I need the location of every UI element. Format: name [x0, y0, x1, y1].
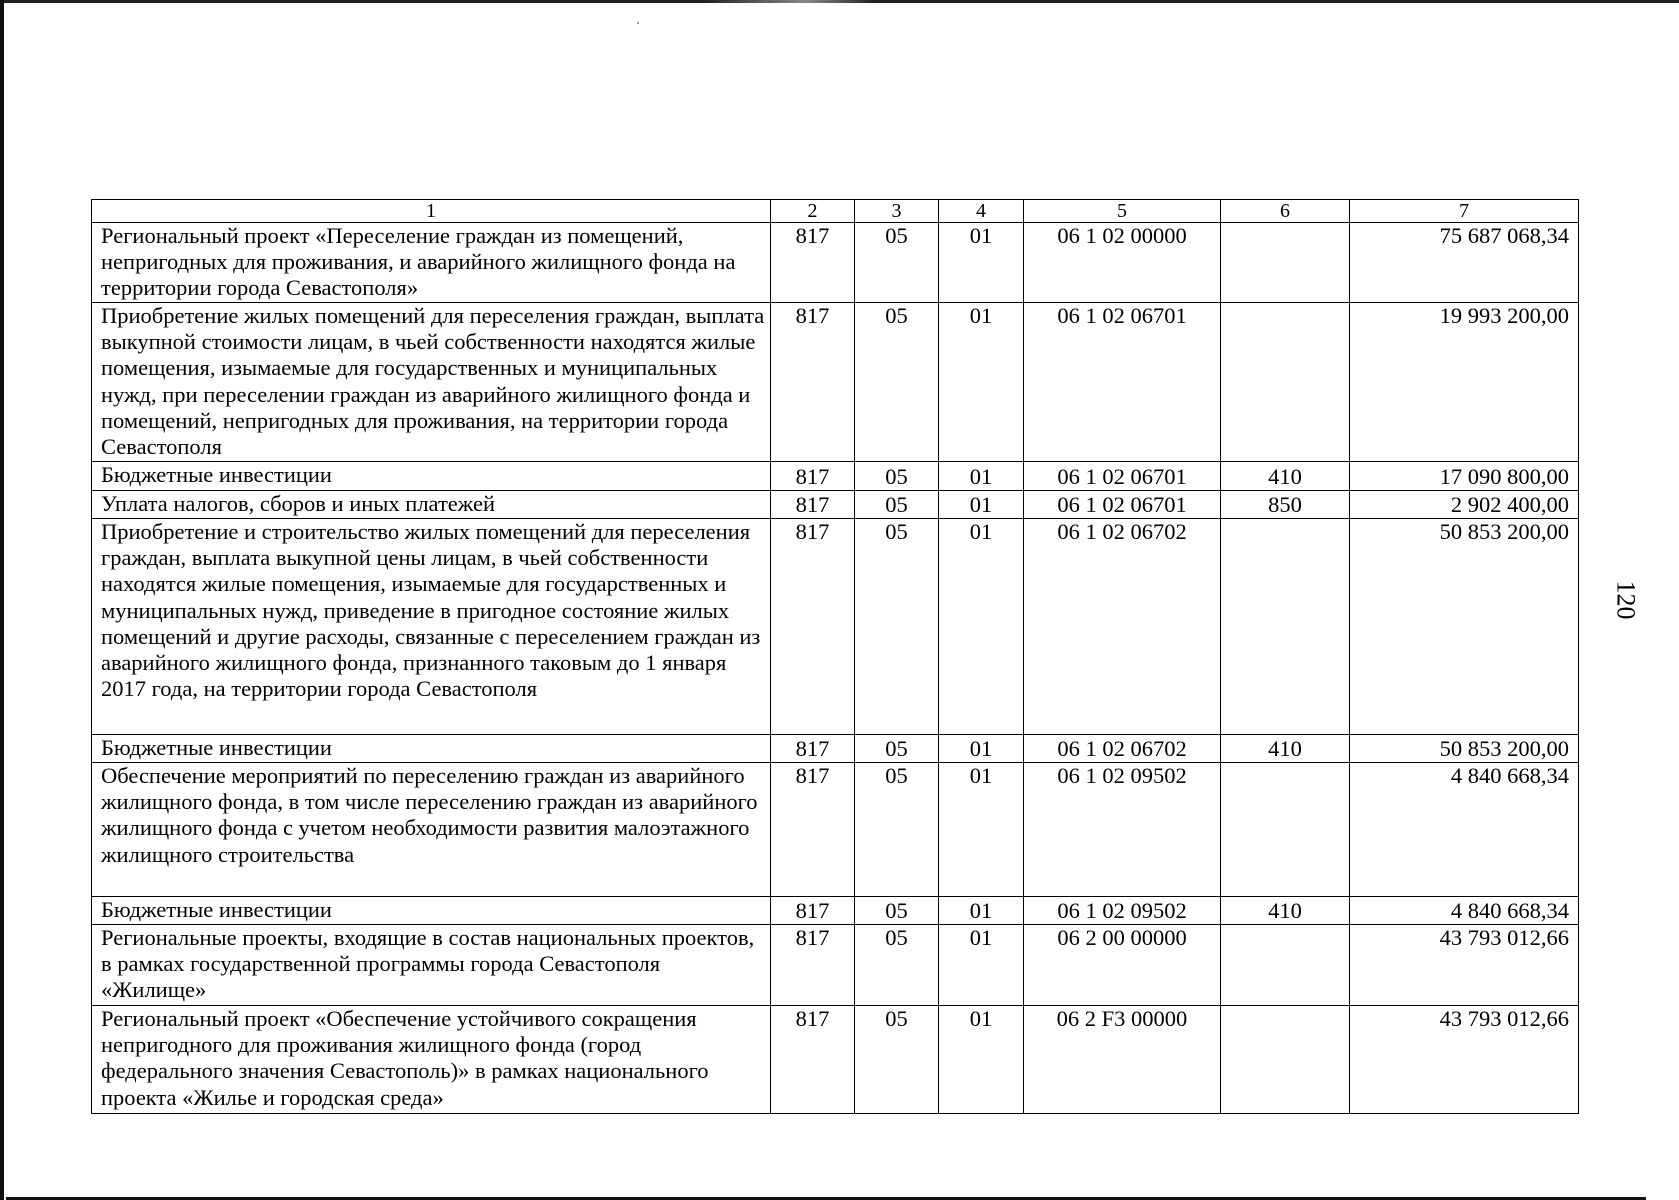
row-vr [1221, 763, 1350, 897]
row-vr: 410 [1221, 735, 1350, 763]
row-vedomstvo: 817 [771, 1006, 855, 1114]
row-podrazdel: 01 [939, 462, 1024, 491]
row-name: Приобретение жилых помещений для переселения граждан, выплата выкупной стоимости лицам, в чьей собственности находятся жилые помещения, изымаемые для государственных и муниципальных нужд, при переселении граждан из аварийного жилищного фонда и помещений, непригодных для проживания, на территории города Севастополя [92, 303, 771, 462]
row-razdel: 05 [855, 303, 939, 462]
row-name: Региональные проекты, входящие в состав национальных проектов, в рамках государственной программы города Севастополя «Жилище» [92, 925, 771, 1006]
table-header-row [92, 200, 1579, 223]
row-csr: 06 1 02 09502 [1024, 897, 1221, 925]
row-name: Бюджетные инвестиции [92, 462, 771, 491]
row-podrazdel: 01 [939, 519, 1024, 735]
row-name: Бюджетные инвестиции [92, 735, 771, 763]
row-vr [1221, 223, 1350, 303]
row-sum: 2 902 400,00 [1350, 491, 1579, 519]
row-name: Региональный проект «Обеспечение устойчивого сокращения непригодного для проживания жилищного фонда (город федерального значения Севастополь)» в рамках национального проекта «Жилье и городская среда» [92, 1006, 771, 1114]
header-cell-4: 4 [939, 200, 1024, 223]
row-razdel: 05 [855, 925, 939, 1006]
row-vedomstvo: 817 [771, 735, 855, 763]
row-sum: 43 793 012,66 [1350, 925, 1579, 1006]
row-csr: 06 1 02 06702 [1024, 735, 1221, 763]
scan-border-left [0, 0, 4, 1200]
header-cell-7: 7 [1350, 200, 1579, 223]
table-row [92, 303, 1579, 462]
row-vedomstvo: 817 [771, 303, 855, 462]
row-csr: 06 2 F3 00000 [1024, 1006, 1221, 1114]
row-podrazdel: 01 [939, 1006, 1024, 1114]
row-podrazdel: 01 [939, 925, 1024, 1006]
table-row [92, 491, 1579, 519]
row-vedomstvo: 817 [771, 519, 855, 735]
row-csr: 06 1 02 06701 [1024, 491, 1221, 519]
table-row [92, 735, 1579, 763]
row-vedomstvo: 817 [771, 223, 855, 303]
row-vr: 410 [1221, 462, 1350, 491]
table-row [92, 925, 1579, 1006]
row-csr: 06 1 02 06701 [1024, 462, 1221, 491]
row-vr [1221, 1006, 1350, 1114]
row-csr: 06 1 02 09502 [1024, 763, 1221, 897]
row-vedomstvo: 817 [771, 763, 855, 897]
row-csr: 06 1 02 00000 [1024, 223, 1221, 303]
table-row [92, 223, 1579, 303]
row-vr [1221, 519, 1350, 735]
table-row [92, 519, 1579, 735]
table-row [92, 462, 1579, 491]
budget-table [91, 199, 1579, 1114]
row-sum: 17 090 800,00 [1350, 462, 1579, 491]
scan-border-top [0, 0, 1679, 3]
row-razdel: 05 [855, 519, 939, 735]
row-sum: 50 853 200,00 [1350, 519, 1579, 735]
scan-speck [637, 22, 639, 24]
row-sum: 75 687 068,34 [1350, 223, 1579, 303]
table-row [92, 1006, 1579, 1114]
row-name: Уплата налогов, сборов и иных платежей [92, 491, 771, 519]
row-sum: 43 793 012,66 [1350, 1006, 1579, 1114]
header-cell-6: 6 [1221, 200, 1350, 223]
row-vr [1221, 925, 1350, 1006]
row-podrazdel: 01 [939, 735, 1024, 763]
row-name: Региональный проект «Переселение граждан из помещений, непригодных для проживания, и аварийного жилищного фонда на территории города Севастополя» [92, 223, 771, 303]
row-podrazdel: 01 [939, 763, 1024, 897]
row-sum: 50 853 200,00 [1350, 735, 1579, 763]
row-name: Приобретение и строительство жилых помещений для переселения граждан, выплата выкупной цены лицам, в чьей собственности находятся жилые помещения, изымаемые для государственных и муниципальных нужд, приведение в пригодное состояние жилых помещений и другие расходы, связанные с переселением граждан из аварийного жилищного фонда, признанного таковым до 1 января 2017 года, на территории города Севастополя [92, 519, 771, 735]
page-number: 120 [1611, 580, 1641, 620]
row-razdel: 05 [855, 491, 939, 519]
row-csr: 06 1 02 06701 [1024, 303, 1221, 462]
row-razdel: 05 [855, 223, 939, 303]
row-podrazdel: 01 [939, 303, 1024, 462]
row-name: Бюджетные инвестиции [92, 897, 771, 925]
header-cell-3: 3 [855, 200, 939, 223]
row-csr: 06 1 02 06702 [1024, 519, 1221, 735]
table-row [92, 897, 1579, 925]
row-vr: 410 [1221, 897, 1350, 925]
row-csr: 06 2 00 00000 [1024, 925, 1221, 1006]
row-podrazdel: 01 [939, 223, 1024, 303]
row-sum: 19 993 200,00 [1350, 303, 1579, 462]
row-razdel: 05 [855, 1006, 939, 1114]
row-razdel: 05 [855, 735, 939, 763]
row-razdel: 05 [855, 462, 939, 491]
row-vedomstvo: 817 [771, 897, 855, 925]
row-vr: 850 [1221, 491, 1350, 519]
row-vedomstvo: 817 [771, 491, 855, 519]
row-sum: 4 840 668,34 [1350, 763, 1579, 897]
header-cell-1: 1 [92, 200, 771, 223]
table-row [92, 763, 1579, 897]
row-razdel: 05 [855, 897, 939, 925]
row-razdel: 05 [855, 763, 939, 897]
row-sum: 4 840 668,34 [1350, 897, 1579, 925]
row-vedomstvo: 817 [771, 925, 855, 1006]
row-vedomstvo: 817 [771, 462, 855, 491]
row-podrazdel: 01 [939, 897, 1024, 925]
header-cell-2: 2 [771, 200, 855, 223]
header-cell-5: 5 [1024, 200, 1221, 223]
row-vr [1221, 303, 1350, 462]
row-podrazdel: 01 [939, 491, 1024, 519]
row-name: Обеспечение мероприятий по переселению граждан из аварийного жилищного фонда, в том числе переселению граждан из аварийного жилищного фонда с учетом необходимости развития малоэтажного жилищного строительства [92, 763, 771, 897]
